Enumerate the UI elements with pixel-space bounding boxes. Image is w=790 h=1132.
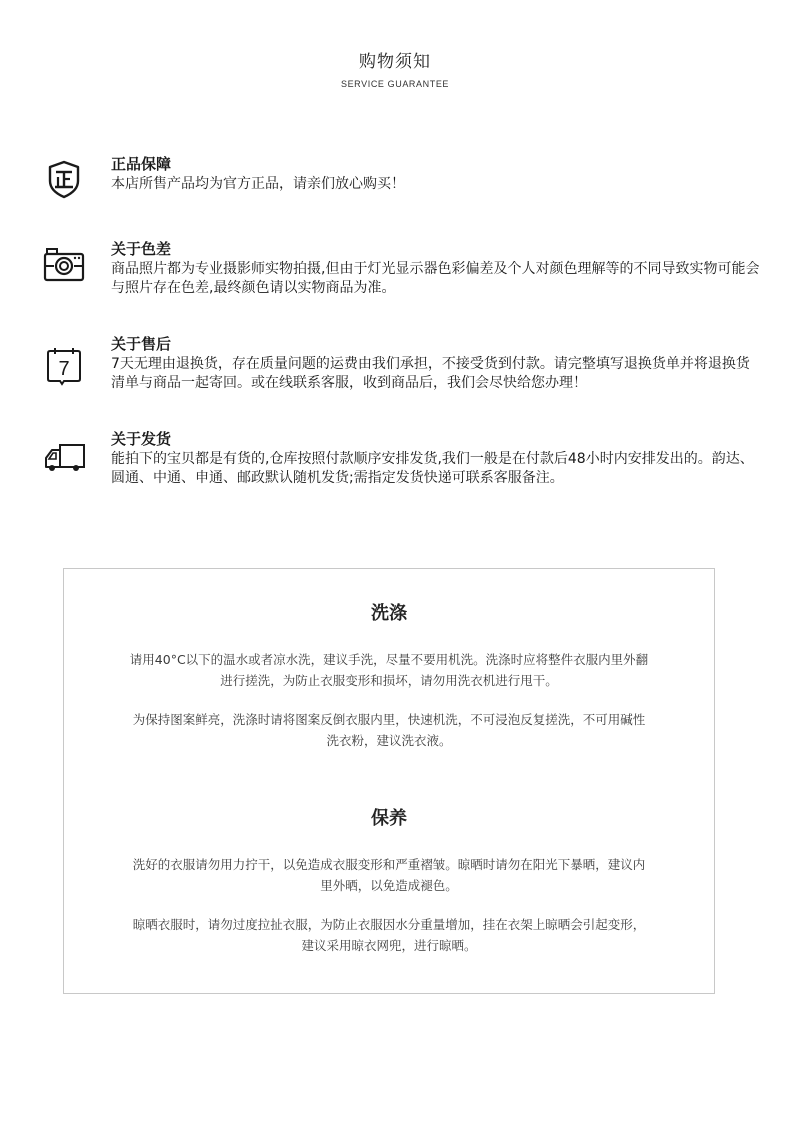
- camera-icon: [42, 244, 86, 288]
- maintenance-title: 保养: [371, 808, 407, 829]
- washing-title: 洗涤: [371, 603, 407, 624]
- notice-body: 商品照片都为专业摄影师实物拍摄,但由于灯光显示器色彩偏差及个人对颜色理解等的不同导致实物可能会与照片存在色差,最终颜色请以实物商品为准。: [111, 261, 760, 296]
- maintenance-paragraph: 洗好的衣服请勿用力拧干，以免造成衣服变形和严重褶皱。晾晒时请勿在阳光下暴晒，建议内里外晒，以免造成褪色。: [132, 857, 646, 893]
- page-subtitle: SERVICE GUARANTEE: [340, 79, 450, 89]
- notice-heading: 正品保障: [111, 155, 172, 173]
- care-instructions-box: [63, 568, 715, 994]
- truck-icon: [42, 436, 86, 480]
- washing-paragraph: 为保持图案鲜亮，洗涤时请将图案反倒衣服内里，快速机洗，不可浸泡反复搓洗，不可用碱性洗衣粉，建议洗衣液。: [132, 712, 646, 748]
- washing-paragraph: 请用40°C以下的温水或者凉水洗，建议手洗，尽量不要用机洗。洗涤时应将整件衣服内里外翻进行搓洗，为防止衣服变形和损坏，请勿用洗衣机进行甩干。: [129, 652, 649, 688]
- calendar-7-icon: [42, 345, 86, 389]
- page-header: [0, 50, 790, 91]
- notice-body: 能拍下的宝贝都是有货的,仓库按照付款顺序安排发货,我们一般是在付款后48小时内安排发出的。韵达、圆通、中通、申通、邮政默认随机发货;需指定发货快递可联系客服备注。: [111, 451, 754, 486]
- svg-text:7: 7: [58, 358, 70, 380]
- notice-heading: 关于色差: [111, 240, 172, 258]
- washing-section: [64, 602, 714, 751]
- notice-heading: 关于售后: [111, 335, 172, 353]
- notice-body: 7天无理由退换货，存在质量问题的运费由我们承担，不接受货到付款。请完整填写退换货单并将退换货清单与商品一起寄回。或在线联系客服，收到商品后，我们会尽快给您办理！: [111, 356, 750, 391]
- page-title: 购物须知: [359, 52, 431, 72]
- shield-zheng-icon: [42, 157, 86, 201]
- maintenance-paragraph: 晾晒衣服时，请勿过度拉扯衣服，为防止衣服因水分重量增加，挂在衣架上晾晒会引起变形，建议采用晾衣网兜，进行晾晒。: [132, 917, 646, 953]
- notice-body: 本店所售产品均为官方正品，请亲们放心购买！: [111, 176, 405, 192]
- notice-heading: 关于发货: [111, 430, 172, 448]
- maintenance-section: [64, 807, 714, 956]
